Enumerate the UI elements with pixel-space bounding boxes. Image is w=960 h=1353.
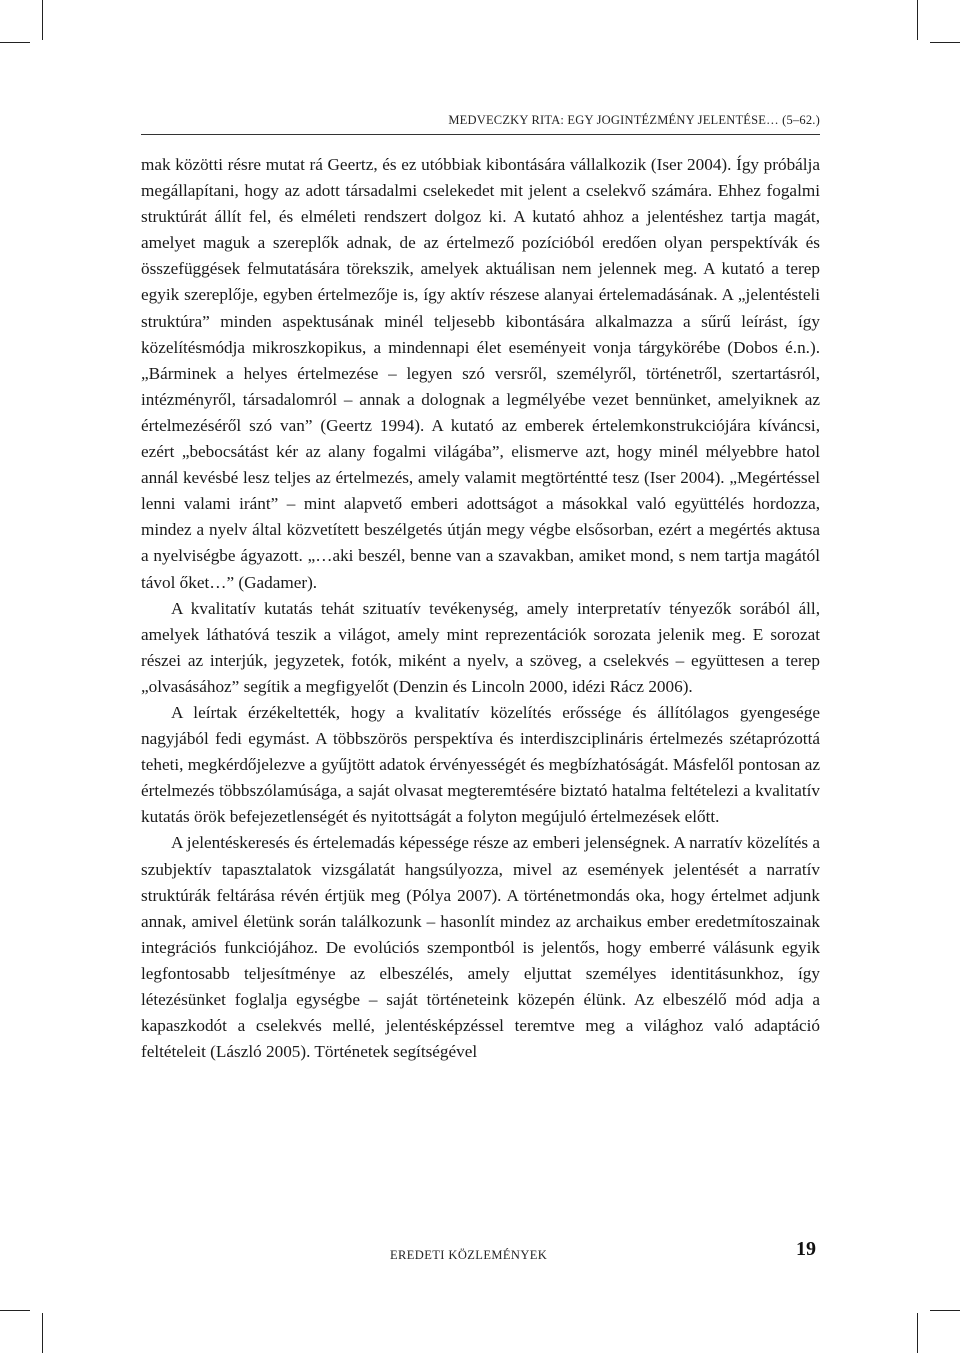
header-rule [141,134,820,135]
crop-mark-top-right [917,0,918,40]
page-number: 19 [796,1238,816,1260]
crop-mark-top-right-h [930,42,960,43]
paragraph: A jelentéskeresés és értelemadás képessége része az emberi jelenségnek. A narratív közelítés a szubjektív tapasztalatok vizsgálatát hangsúlyozza, mivel az események jelentését a narratív struktúrák feltárása révén értjük meg (Pólya 2007). A történetmondás oka, hogy értelmet adjunk annak, amivel életünk során találkozunk – hasonlít mindez az archaikus ember eredetmítoszainak integrációs funkciójához. De evolúciós szempontból is jelentős, hogy emberré válásunk egyik legfontosabb teljesítménye az elbeszélés, amely eljuttat személyes identitásunkhoz, így létezésünket foglalja egységbe – saját történeteink közepén élünk. Az elbeszélő mód adja a kapaszkodót a cselekvés mellé, jelentésképzéssel teremtve meg a világhoz való adaptáció feltételeit (László 2005). Történetek segítségével [141,833,820,1062]
crop-mark-bottom-right [917,1313,918,1353]
running-head: MEDVECZKY RITA: EGY JOGINTÉZMÉNY JELENTÉSE… (5–62.) [448,113,820,127]
paragraph: A leírtak érzékeltették, hogy a kvalitatív közelítés erőssége és állítólagos gyengesége nagyjából fedi egymást. A többszörös perspektíva és interdiszciplináris értelmezés szétaprózottá teheti, megkérdőjelezve a gyűjtött adatok érvényességét és megbízhatóságát. Másfelől pontosan az értelmezés többszólamúsága, a saját olvasat megteremtésére biztató hatalma feltételezi a kvalitatív kutatás örök befejezetlenségét és nyitottságát a folyton megújuló értelmezések előtt. [141,702,820,827]
crop-mark-top-left-h [0,42,30,43]
footer-section-label: EREDETI KÖZLEMÉNYEK [390,1248,548,1262]
body-text [141,152,820,1065]
crop-mark-top-left [42,0,43,40]
crop-mark-bottom-left-h [0,1310,30,1311]
crop-mark-bottom-left [42,1313,43,1353]
paragraph: A kvalitatív kutatás tehát szituatív tevékenység, amely interpretatív tényezők sorából áll, amelyek láthatóvá teszik a világot, amely mint reprezentációk sorozata jelenik meg. E sorozat részei az interjúk, jegyzetek, fotók, miként a nyelv, a szöveg, a cselekvés – együttesen a terep „olvasásához” segítik a megfigyelőt (Denzin és Lincoln 2000, idézi Rácz 2006). [141,598,820,696]
paragraph-continuation: mak közötti résre mutat rá Geertz, és ez utóbbiak kibontására vállalkozik (Iser 2004). Így próbálja megállapítani, hogy az adott társadalmi cselekedet mit jelent a cselekvő számára. Ehhez fogalmi struktúrát állít fel, és elméleti rendszert dolgoz ki. A kutató ahhoz a jelentéshez tartja magát, amelyet maguk a szereplők adnak, de az értelmező pozícióból eredően olyan perspektívák és összefüggések felmutatására törekszik, amelyek aktuálisan nem jelennek meg. A kutató a terep egyik szereplője, egyben értelmezője is, így aktív részese alanyai értelemadásának. A „jelentésteli struktúra” minden aspektusának minél teljesebb kibontására alkalmazza a sűrű leírást, így közelítésmódja mikroszkopikus, a mindennapi élet eseményeit vonja tárgykörébe (Dobos é.n.). „Bárminek a helyes értelmezése – legyen szó versről, személyről, történetről, szertartásról, intézményről, társadalomról – annak a dolognak a legmélyébe vezet bennünket, amelyiknek az értelmezéséről szó van” (Geertz 1994). A kutató az emberek értelemkonstrukciójára kíváncsi, ezért „bebocsátást kér az alany fogalmi világába”, elismerve azt, hogy minél mélyebbre hatol annál kevésbé lesz teljes az értelmezés, amely valamit megtörténtté tesz (Iser 2004). „Megértéssel lenni valami iránt” – mint alapvető emberi adottságot a másokkal való együttélés hordozza, mindez a nyelv által közvetített beszélgetés útján megy végbe elsősorban, ezért a megértés aktusa a nyelviségbe ágyazott. „…aki beszél, benne van a szavakban, amiket mond, s nem tartja magától távol őket…” (Gadamer). [141,155,820,592]
crop-mark-bottom-right-h [930,1310,960,1311]
